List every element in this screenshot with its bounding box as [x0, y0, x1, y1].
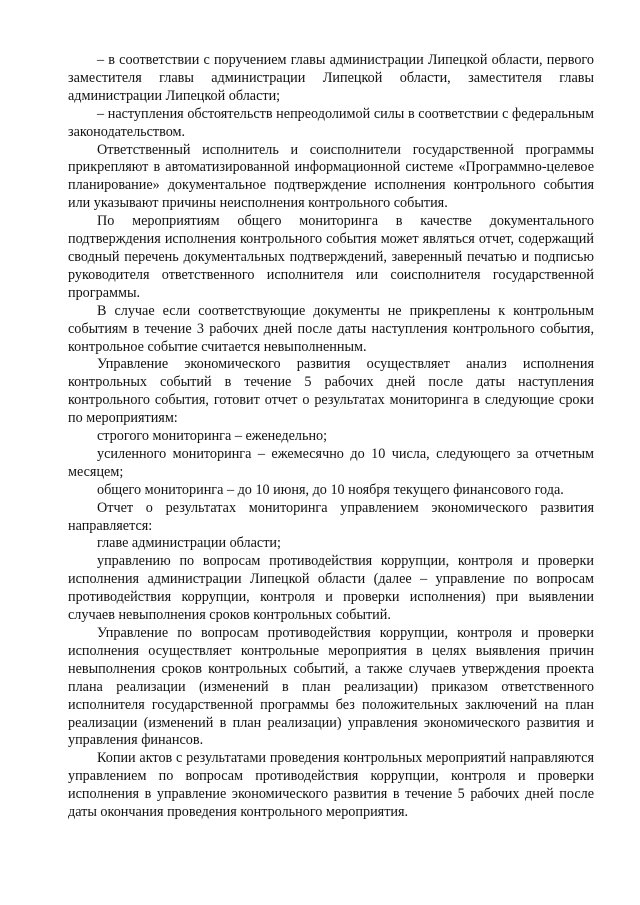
paragraph-not-attached: В случае если соответствующие документы не прикреплены к контрольным событиям в течение 3 рабочих дней после даты наступления контрольного события, контрольное событие считается невыполненным.	[68, 302, 594, 355]
paragraph-head-of-administration: главе администрации области;	[97, 535, 281, 552]
paragraph-bullet-force-majeure: – наступления обстоятельств непреодолимой силы в соответствии с федеральным законодательством.	[68, 105, 594, 140]
paragraph-report-sent: Отчет о результатах мониторинга управлением экономического развития направляется:	[68, 499, 594, 534]
paragraph-control-measures: Управление по вопросам противодействия коррупции, контроля и проверки исполнения осуществляет контрольные мероприятия в целях выявления причин невыполнения сроков контрольных событий, а также случаев утверждения проекта плана реализации (изменений в план реализации) приказом ответственного исполнителя государственной программы без положительных заключений на план реализации (изменений в план реализации) управления экономического развития и управления финансов.	[68, 625, 594, 749]
paragraph-anti-corruption-department: управлению по вопросам противодействия коррупции, контроля и проверки исполнения администрации Липецкой области (далее – управление по вопросам противодействия коррупции, контроля и проверки исполнения) при выявлении случаев невыполнения сроков контрольных событий.	[68, 553, 594, 624]
paragraph-analysis: Управление экономического развития осуществляет анализ исполнения контрольных событий в течение 5 рабочих дней после даты наступления контрольного события, готовит отчет о результатах мониторинга в следующие сроки по мероприятиям:	[68, 356, 594, 427]
paragraph-general-monitoring: По мероприятиям общего мониторинга в качестве документального подтверждения исполнения контрольного события может являться отчет, содержащий сводный перечень документальных подтверждений, заверенный печатью и подписью руководителя ответственного исполнителя или соисполнителя государственной программы.	[68, 213, 594, 301]
paragraph-general-monitoring-dates: общего мониторинга – до 10 июня, до 10 ноября текущего финансового года.	[97, 481, 564, 498]
document-page	[68, 52, 594, 822]
paragraph-enhanced-monitoring: усиленного мониторинга – ежемесячно до 10 числа, следующего за отчетным месяцем;	[68, 445, 594, 480]
paragraph-strict-monitoring: строгого мониторинга – еженедельно;	[97, 428, 328, 445]
paragraph-bullet-instruction: – в соответствии с поручением главы администрации Липецкой области, первого заместителя главы администрации Липецкой области, заместителя главы администрации Липецкой области;	[68, 52, 594, 104]
paragraph-attach-confirmation: Ответственный исполнитель и соисполнители государственной программы прикрепляют в автоматизированной информационной системе «Программно-целевое планирование» документальное подтверждение исполнения контрольного события или указывают причины неисполнения контрольного события.	[68, 141, 594, 212]
paragraph-copies-of-acts: Копии актов с результатами проведения контрольных мероприятий направляются управлением по вопросам противодействия коррупции, контроля и проверки исполнения в управление экономического развития в течение 5 рабочих дней после даты окончания проведения контрольного мероприятия.	[68, 750, 594, 821]
